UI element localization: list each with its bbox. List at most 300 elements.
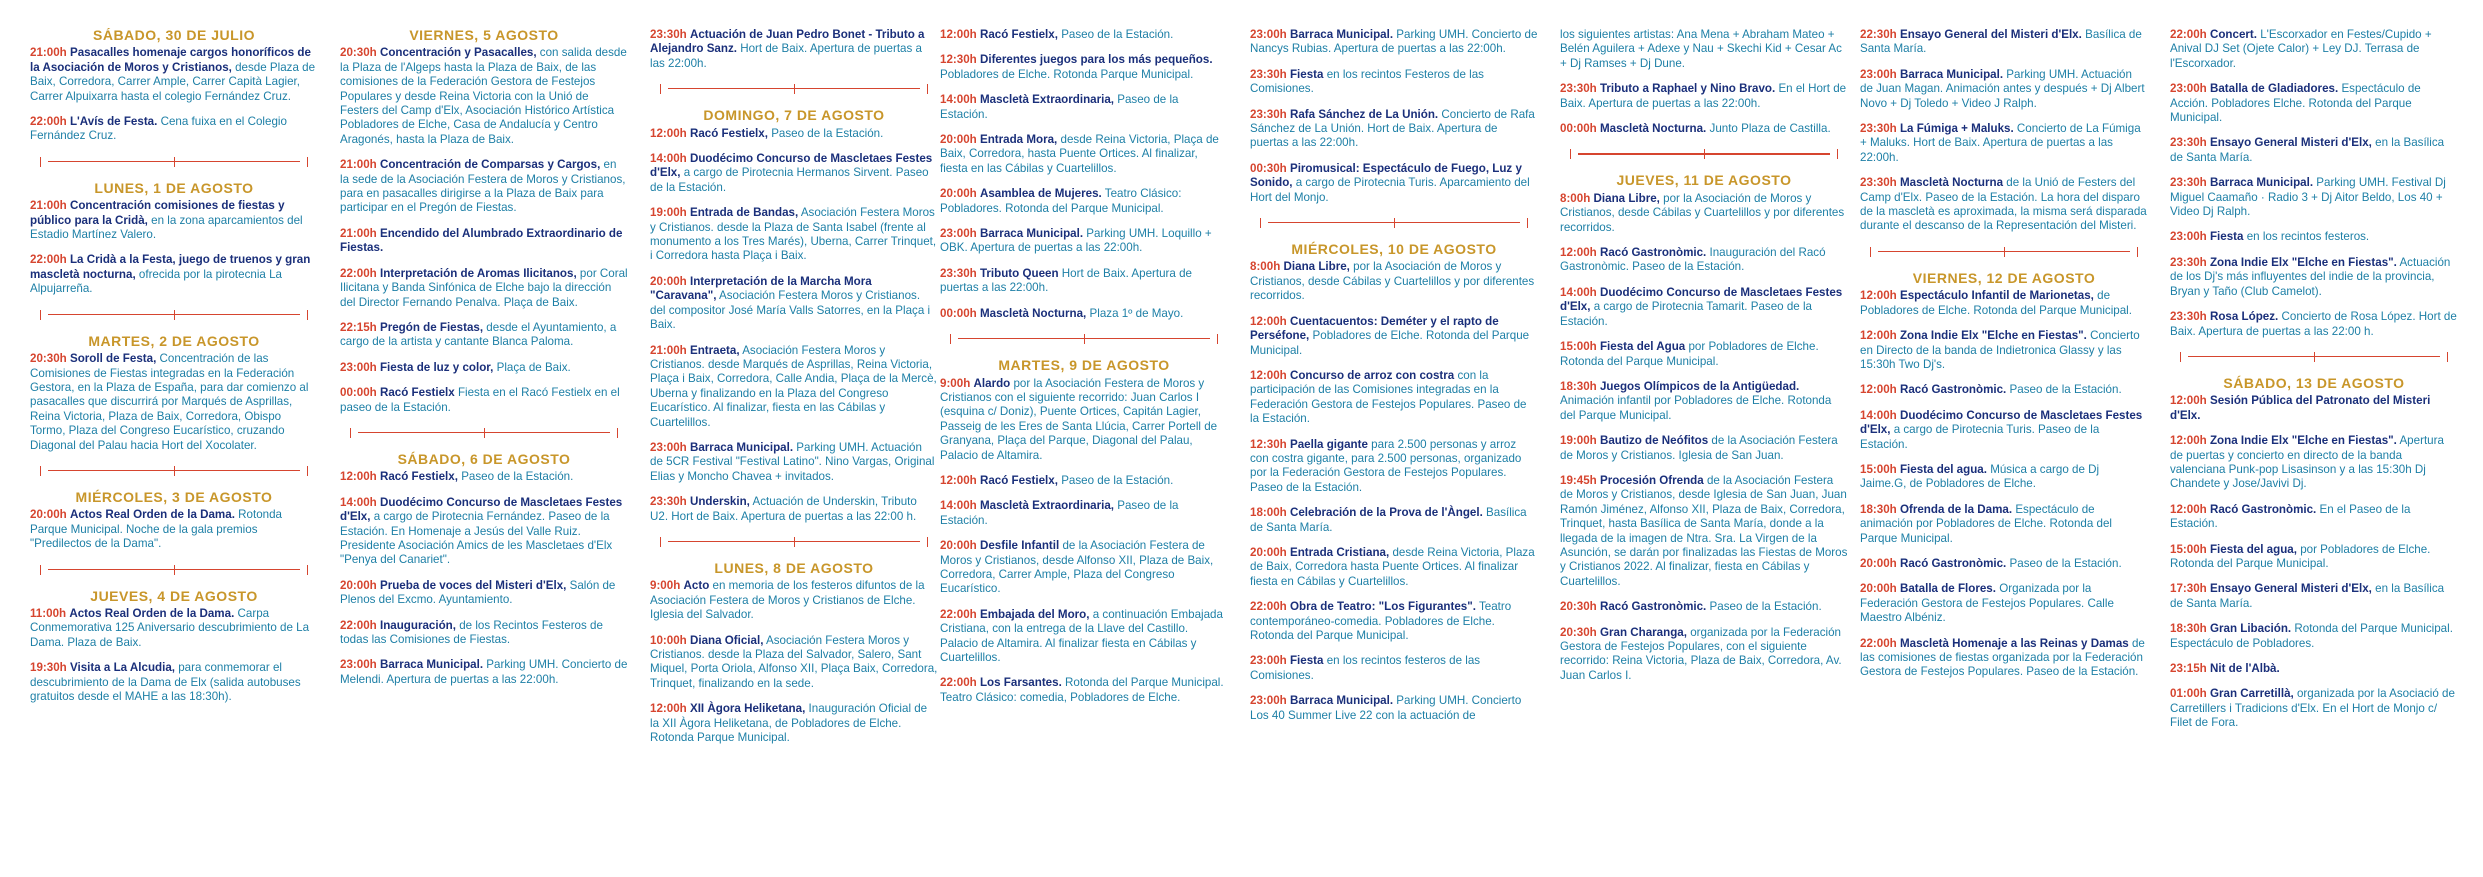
event-item — [340, 227, 628, 256]
event-item — [30, 253, 318, 296]
event-title: Fiesta del agua, — [2209, 542, 2297, 556]
event-description: Paseo de la Estación. — [1709, 600, 1822, 614]
event-item — [1250, 162, 1538, 205]
event-title: Paella gigante — [1289, 437, 1368, 451]
event-description: Paseo de la Estación. — [461, 470, 574, 484]
event-title: Batalla de Gladiadores. — [2209, 82, 2339, 96]
day-heading: MIÉRCOLES, 10 DE AGOSTO — [1291, 241, 1497, 258]
event-title: Ensayo General Misteri d'Elx, — [2209, 582, 2372, 596]
event-time: 22:00h — [940, 607, 977, 621]
event-item — [2170, 687, 2458, 730]
event-description: Asociación Festera Moros y Cristianos. desde Marqués de Asprillas, Reina Victoria, Plaça i Baix, Corredora, Calle Andia, Plaça de la Mercè, Uberna y finalizando en la Plaza del Congreso Eucarístico. Al finalizar, fiesta en las Cábilas y Cuartelillos. — [650, 343, 937, 429]
event-time: 12:00h — [1560, 246, 1597, 260]
event-description: Paseo de la Estación. — [940, 93, 1179, 121]
event-item — [30, 508, 318, 551]
event-title: Gran Charanga, — [1599, 625, 1687, 639]
event-item — [940, 499, 1228, 528]
event-time: 22:00h — [340, 266, 377, 280]
event-item — [1560, 28, 1848, 71]
event-title: Asamblea de Mujeres. — [979, 187, 1102, 201]
event-description: Plaça de Baix. — [496, 360, 571, 374]
event-item — [650, 579, 938, 622]
event-description: a cargo de Pirotecnia Tamarit. Paseo de la Estación. — [1560, 300, 1812, 328]
event-description: Hort de Baix. Apertura de puertas a las 22:00h. — [650, 42, 922, 70]
event-description: en memoria de los festeros difuntos de la Asociación Festera de Moros y Cristianos de Elche. Iglesia del Salvador. — [650, 579, 925, 622]
event-title: Barraca Municipal. — [1289, 28, 1394, 41]
event-item — [2170, 434, 2458, 492]
event-title: Racó Festielx, — [379, 470, 458, 484]
event-description: Actuación de los Dj's más influyentes del indie de la provincia, Bryan y Taño (Club Camelot). — [2170, 255, 2451, 298]
day-heading: MARTES, 9 DE AGOSTO — [998, 357, 1170, 374]
event-time: 14:00h — [340, 495, 377, 509]
event-item — [340, 619, 628, 648]
event-title: Nit de l'Albà. — [2209, 662, 2280, 675]
event-description: Parking UMH. Actuación de 5CR Festival "Festival Latino". Nino Vargas, Original Elias y Moncho Chavea + invitados. — [650, 440, 935, 483]
event-time: 19:45h — [1560, 473, 1597, 487]
event-time: 20:30h — [30, 352, 67, 366]
event-description: Salón de Plenos del Excmo. Ayuntamiento. — [340, 578, 616, 607]
event-time: 21:00h — [30, 199, 67, 213]
event-description: de la Asociación Festera de Moros y Cristianos. Iglesia de San Juan. — [1560, 434, 1838, 462]
event-time: 10:00h — [650, 633, 687, 647]
event-title: Diana Libre, — [1283, 260, 1350, 274]
program-column — [2170, 28, 2458, 868]
event-time: 20:00h — [30, 508, 67, 522]
event-time: 8:00h — [1250, 260, 1281, 274]
event-description: Teatro Clásico: Pobladores. Rotonda del Parque Municipal. — [940, 187, 1182, 215]
event-description: para conmemorar el descubrimiento de la Dama de Elx (salida autobuses gratuitos desde el MAHE a las 18:30h). — [30, 661, 301, 703]
event-time: 12:00h — [1860, 329, 1897, 343]
event-description: de los Recintos Festeros de todas las Comisiones de Fiestas. — [340, 618, 603, 646]
event-description: ofrecida por la pirotecnia La Alpujarreña. — [30, 267, 282, 296]
section-divider — [40, 308, 308, 322]
event-time: 20:00h — [940, 187, 977, 201]
event-item — [650, 634, 938, 692]
event-item — [940, 539, 1228, 597]
event-time: 22:00h — [2170, 28, 2207, 41]
festival-program — [30, 28, 2470, 868]
event-title: Racó Gastronòmic. — [1599, 600, 1707, 614]
event-item — [30, 352, 318, 453]
event-time: 20:30h — [340, 46, 377, 60]
event-title: Entrada de Bandas, — [689, 206, 799, 220]
day-heading: SÁBADO, 6 DE AGOSTO — [397, 450, 571, 467]
event-time: 23:30h — [650, 28, 687, 41]
event-description: Espectáculo de Acción. Pobladores Elche. Rotonda del Parque Municipal. — [2170, 82, 2421, 125]
event-description: de la Asociación Festera de Moros y Cristianos, desde Iglesia de San Juan, Juan Ramón Jiménez, Alfonso XII, Plaza de Baix, Corredora, Trinquet, hasta Basílica de Santa María, donde a la llegada de la imagen de Ntra. Sra. La Virgen de la Asunción, se darán por finalizadas las Fiestas de Moros y Cristianos 2022. Al finalizar, fiesta en Cábilas y Cuartelillos. — [1560, 473, 1848, 588]
day-heading: JUEVES, 11 DE AGOSTO — [1616, 172, 1792, 189]
day-heading: LUNES, 1 DE AGOSTO — [94, 179, 254, 196]
event-title: Gran Libación. — [2209, 622, 2292, 636]
event-title: Visita a La Alcudia, — [69, 661, 175, 675]
event-description: por Coral Ilicitana y Banda Sinfónica de Elche bajo la dirección del Director Fernando Penalva. Plaça de Baix. — [340, 266, 628, 309]
event-title: Procesión Ofrenda — [1599, 473, 1704, 487]
event-description: Teatro contemporáneo-comedia. Pobladores de Elche. Rotonda del Parque Municipal. — [1250, 600, 1512, 642]
event-description: Parking UMH. Concierto de Melendi. Apertura de puertas a las 22:00h. — [340, 658, 628, 686]
event-title: Interpretación de la Marcha Mora "Caravana", — [650, 274, 872, 303]
event-time: 12:00h — [2170, 434, 2207, 448]
event-item — [1860, 637, 2148, 680]
event-item — [1250, 506, 1538, 535]
event-title: Fiesta de luz y color, — [379, 360, 494, 374]
event-item — [1560, 474, 1848, 589]
event-item — [1860, 68, 2148, 111]
event-description: a cargo de Pirotecnia Fernández. Paseo de la Estación. En Homenaje a Jesús del Valle Ruiz. Presidente Asociación Amics de les Mascletaes d'Elx "Penya del Canariet". — [340, 510, 613, 567]
event-title: Racó Festielx, — [979, 473, 1058, 487]
event-time: 12:00h — [940, 473, 977, 487]
event-title: Racó Festielx, — [689, 126, 768, 140]
section-divider — [40, 464, 308, 478]
event-time: 22:15h — [340, 320, 377, 334]
event-time: 23:30h — [1250, 67, 1287, 81]
event-title: Barraca Municipal. — [1289, 694, 1394, 708]
event-item — [1860, 383, 2148, 397]
event-title: Mascletà Nocturna, — [979, 306, 1087, 320]
event-time: 11:00h — [30, 606, 67, 620]
event-time: 12:30h — [1250, 437, 1287, 451]
event-item — [1250, 108, 1538, 151]
program-column — [1250, 28, 1538, 868]
event-title: Celebración de la Prova de l'Àngel. — [1289, 506, 1483, 520]
event-item — [2170, 82, 2458, 125]
event-title: Rosa López. — [2209, 310, 2279, 324]
event-description: con la participación de las Comisiones integradas en la Federación Gestora de Festejos Populares. Paseo de la Estación. — [1250, 368, 1527, 426]
event-description: Concentración de las Comisiones de Fiestas integradas en la Federación Gestora, en la Plaza de España, para dar comienzo al pasacalles que discurrirá por Marqués de Asprillas, Reina Victoria, Plaza de Baix, Corredora, Obispo Tormo, Plaza del Congreso Eucarístico, cruzando Diagonal del Palau hacia Hort del Xocolater. — [30, 352, 309, 452]
event-item — [340, 267, 628, 310]
event-item — [30, 115, 318, 144]
event-item — [940, 608, 1228, 666]
event-time: 15:00h — [1860, 462, 1897, 476]
event-time: 22:30h — [1860, 28, 1897, 41]
event-description: Inauguración del Racó Gastronòmic. Paseo de la Estación. — [1560, 246, 1826, 274]
event-time: 19:00h — [650, 206, 687, 220]
day-heading: MARTES, 2 DE AGOSTO — [88, 332, 260, 349]
event-description: Plaza 1º de Mayo. — [1089, 306, 1184, 320]
event-description: Paseo de la Estación. — [2009, 556, 2122, 570]
event-title: Embajada del Moro, — [979, 607, 1090, 621]
event-description: Asociación Festera Moros y Cristianos. desde la Plaza del Salvador, Salero, Sant Miquel, Porta Oriola, Alfonso XII, Plaça Baix, Corredora, Trinquet, finalizando en la sede. — [650, 633, 938, 690]
event-description: por la Asociación de Moros y Cristianos, desde Cábilas y Cuartelillos y por diferentes recorridos. — [1560, 191, 1845, 234]
event-item — [1560, 246, 1848, 275]
event-item — [2170, 582, 2458, 611]
event-time: 01:00h — [2170, 687, 2207, 701]
event-time: 23:30h — [940, 266, 977, 280]
event-item — [940, 267, 1228, 296]
day-heading: SÁBADO, 30 DE JULIO — [93, 28, 255, 43]
event-time: 18:30h — [2170, 622, 2207, 636]
event-title: Ofrenda de la Dama. — [1899, 502, 2013, 516]
event-title: Racó Gastronòmic. — [2209, 502, 2317, 516]
event-description: Rotonda del Parque Municipal. Espectáculo de Pobladores. — [2170, 622, 2453, 650]
event-item — [2170, 176, 2458, 219]
event-title: Piromusical: Espectáculo de Fuego, Luz y Sonido, — [1250, 161, 1522, 190]
event-description: por Pobladores de Elche. Rotonda del Parque Municipal. — [1560, 340, 1819, 368]
event-description: por Pobladores de Elche. Rotonda del Parque Municipal. — [2170, 542, 2431, 570]
event-item — [1860, 409, 2148, 452]
event-title: Ensayo General del Misteri d'Elx. — [1899, 28, 2082, 41]
event-time: 14:00h — [650, 152, 687, 166]
event-item — [650, 127, 938, 141]
event-title: Encendido del Alumbrado Extraordinario de Fiestas. — [340, 226, 623, 255]
section-divider — [2180, 350, 2448, 364]
event-item — [1250, 315, 1538, 358]
event-description: a cargo de Pirotecnia Turis. Paseo de la Estación. — [1860, 423, 2100, 451]
event-time: 12:00h — [1860, 289, 1897, 303]
event-description: Paseo de la Estación. — [771, 126, 884, 140]
event-title: Diana Oficial, — [689, 633, 764, 647]
event-description: Animación infantil por Pobladores de Elche. Rotonda del Parque Municipal. — [1560, 394, 1832, 422]
event-time: 23:00h — [940, 227, 977, 241]
event-time: 12:00h — [340, 470, 377, 484]
event-time: 17:30h — [2170, 582, 2207, 596]
event-item — [1250, 654, 1538, 683]
event-time: 23:30h — [2170, 255, 2207, 269]
event-description: de la Unió de Festers del Camp d'Elx. Paseo de la Estación. La hora del disparo de la mascletà es aproximada, la misma será disparada durante el descanso de la Representación del Misteri. — [1860, 176, 2147, 233]
event-description: organizada por la Asociació de Carretillers i Tradicions d'Elx. En el Hort de Monjo c/ Filet de Fora. — [2170, 687, 2455, 730]
event-item — [940, 28, 1228, 42]
event-item — [2170, 28, 2458, 71]
event-description: Música a cargo de Dj Jaime.G, de Pobladores de Elche. — [1860, 462, 2100, 491]
event-title: Inauguración, — [379, 618, 456, 632]
event-title: Actos Real Orden de la Dama. — [69, 606, 235, 620]
event-description: a cargo de Pirotecnia Turis. Aparcamiento del Hort del Monjo. — [1250, 176, 1530, 204]
event-time: 22:00h — [940, 676, 977, 690]
event-title: Alardo — [973, 376, 1011, 390]
event-description: en los recintos Festeros de las Comisiones. — [1250, 67, 1484, 96]
event-item — [2170, 543, 2458, 572]
event-time: 14:00h — [940, 93, 977, 107]
event-description: Espectáculo de animación por Pobladores de Elche. Rotonda del Parque Municipal. — [1860, 502, 2113, 545]
event-time: 21:00h — [340, 158, 377, 172]
program-column — [340, 28, 628, 868]
event-item — [1860, 557, 2148, 571]
event-item — [340, 496, 628, 568]
event-title: Racó Festielx — [379, 386, 455, 400]
event-item — [650, 344, 938, 430]
event-time: 20:30h — [1560, 625, 1597, 639]
event-description: Paseo de la Estación. — [1061, 473, 1174, 487]
event-time: 18:30h — [1560, 379, 1597, 393]
event-description: Fiesta en el Racó Festielx en el paseo de la Estación. — [340, 386, 620, 414]
event-title: Barraca Municipal. — [379, 658, 484, 672]
event-item — [2170, 136, 2458, 165]
event-title: Zona Indie Elx "Elche en Fiestas". — [2209, 434, 2397, 448]
event-time: 23:00h — [1250, 28, 1287, 41]
event-item — [1250, 546, 1538, 589]
event-title: Concentración de Comparsas y Cargos, — [379, 158, 601, 172]
day-heading: LUNES, 8 DE AGOSTO — [714, 559, 874, 576]
event-time: 23:00h — [340, 658, 377, 672]
event-item — [1560, 600, 1848, 614]
event-time: 23:00h — [1250, 654, 1287, 668]
event-item — [1560, 434, 1848, 463]
event-time: 14:00h — [1560, 285, 1597, 299]
program-column — [650, 28, 938, 868]
event-title: Fiesta del Agua — [1599, 340, 1686, 354]
event-title: Fiesta — [2209, 230, 2244, 244]
event-time: 12:00h — [650, 126, 687, 140]
event-time: 23:30h — [1560, 82, 1597, 96]
event-description: En el Paseo de la Estación. — [2170, 502, 2411, 531]
event-title: Desfile Infantil — [979, 539, 1060, 553]
event-title: Cuentacuentos: Deméter y el rapto de Perséfone, — [1250, 314, 1499, 343]
event-time: 00:00h — [1560, 122, 1597, 136]
event-title: Concentración comisiones de fiestas y público para la Cridà, — [30, 199, 285, 227]
event-description: Parking UMH. Concierto Los 40 Summer Live 22 con la actuación de — [1250, 694, 1522, 722]
event-title: Rafa Sánchez de La Unión. — [1289, 107, 1439, 121]
event-title: Bautizo de Neófitos — [1599, 434, 1709, 448]
event-description: Pobladores de Elche. Rotonda Parque Municipal. — [940, 67, 1194, 81]
event-description: Hort de Baix. Apertura de puertas a las 22:00h. — [940, 266, 1192, 295]
event-description: Junto Plaza de Castilla. — [1709, 122, 1831, 136]
event-time: 8:00h — [1560, 191, 1591, 205]
event-description: en la zona aparcamientos del Estadio Martínez Valero. — [30, 213, 303, 242]
event-description: Basílica de Santa María. — [1250, 506, 1527, 534]
event-item — [30, 46, 318, 104]
event-item — [1860, 122, 2148, 165]
event-time: 23:30h — [1860, 122, 1897, 136]
event-title: Mascletà Extraordinaria, — [979, 499, 1114, 513]
event-time: 18:30h — [1860, 502, 1897, 516]
event-item — [1250, 600, 1538, 643]
event-description: en la Basílica de Santa María. — [2170, 136, 2445, 164]
event-time: 20:00h — [940, 133, 977, 147]
event-title: Zona Indie Elx "Elche en Fiestas". — [2209, 255, 2397, 269]
event-time: 00:00h — [940, 306, 977, 320]
event-description: Basílica de Santa María. — [1860, 28, 2142, 56]
event-description: por la Asociación de Moros y Cristianos, desde Cábilas y Cuartelillos y por diferentes recorridos. — [1250, 260, 1535, 303]
event-description: Apertura de puertas y concierto en directo de la banda valenciana Punk-pop Lisasinson y a las 15:30h Dj Chandete y Jose/Javivi Dj. — [2170, 434, 2444, 491]
event-item — [340, 470, 628, 484]
event-time: 20:00h — [1860, 556, 1897, 570]
event-description: de las comisiones de fiestas organizada por la Federación Gestora de Festejos Populares. Paseo de la Estación. — [1860, 636, 2145, 679]
event-item — [940, 307, 1228, 321]
event-title: Tributo Queen — [979, 266, 1059, 280]
event-time: 15:00h — [1560, 340, 1597, 354]
event-item — [1250, 369, 1538, 427]
event-time: 23:30h — [2170, 136, 2207, 150]
event-title: Ensayo General Misteri d'Elx, — [2209, 136, 2372, 150]
event-title: Batalla de Flores. — [1899, 582, 1996, 596]
event-time: 23:30h — [1250, 107, 1287, 121]
event-item — [940, 474, 1228, 488]
program-column — [30, 28, 318, 868]
event-time: 20:00h — [650, 274, 687, 288]
event-item — [340, 321, 628, 350]
event-title: Barraca Municipal. — [979, 227, 1084, 241]
day-heading: MIÉRCOLES, 3 DE AGOSTO — [75, 488, 273, 505]
program-column — [1860, 28, 2148, 868]
event-item — [340, 658, 628, 687]
event-title: Espectáculo Infantil de Marionetas, — [1899, 289, 2094, 303]
event-time: 22:00h — [30, 115, 67, 129]
event-description: Carpa Conmemorativa 125 Aniversario descubrimiento de La Dama. Plaza de Baix. — [30, 606, 310, 649]
section-divider — [1870, 245, 2138, 259]
event-title: Gran Carretillà, — [2209, 687, 2294, 701]
event-time: 21:00h — [650, 343, 687, 357]
event-time: 23:30h — [2170, 176, 2207, 190]
event-title: Duodécimo Concurso de Mascletaes Festes d'Elx, — [340, 495, 623, 524]
event-time: 12:00h — [2170, 502, 2207, 516]
event-description: por la Asociación Festera de Moros y Cristianos con el siguiente recorrido: Juan Carlos I (esquina c/ Doniz), Puente Ortices, Capitán Lagier, Passeig de les Eres de Santa Llúcia, Carrer Portell de Granyana, Plaça del Parque, Diagonal del Palau, Palacio de Altamira. — [940, 376, 1218, 462]
event-title: Obra de Teatro: "Los Figurantes". — [1289, 600, 1476, 614]
event-item — [1560, 82, 1848, 111]
event-item — [1560, 122, 1848, 136]
event-item — [1560, 626, 1848, 684]
event-description: en la Basílica de Santa María. — [2170, 582, 2445, 610]
event-item — [1860, 582, 2148, 625]
event-title: Barraca Municipal. — [1899, 67, 2004, 81]
event-description: Organizada por la Federación Gestora de Festejos Populares. Calle Maestro Albéniz. — [1860, 582, 2114, 625]
event-title: Racó Gastronòmic. — [1899, 556, 2007, 570]
event-item — [340, 386, 628, 415]
event-item — [940, 133, 1228, 176]
event-title: Racó Gastronòmic. — [1599, 246, 1707, 260]
event-time: 23:15h — [2170, 662, 2207, 675]
event-title: XII Àgora Heliketana, — [689, 702, 806, 716]
event-item — [650, 495, 938, 524]
section-divider — [660, 82, 928, 96]
event-title: Diana Libre, — [1593, 191, 1660, 205]
event-title: Prueba de voces del Misteri d'Elx, — [379, 578, 567, 592]
event-item — [1560, 192, 1848, 235]
event-description: Actuación de Underskin, Tributo U2. Hort de Baix. Apertura de puertas a las 22:00 h. — [650, 495, 917, 523]
event-item — [30, 607, 318, 650]
event-item — [1250, 438, 1538, 496]
event-description: de la Asociación Festera de Moros y Cristianos, desde Alfonso XII, Plaza de Baix, Corredora, Carrer Ample, Plaza del Congreso Eucarístico. — [940, 539, 1214, 596]
program-column — [940, 28, 1228, 868]
event-item — [1250, 68, 1538, 97]
day-heading: DOMINGO, 7 DE AGOSTO — [703, 107, 885, 124]
event-title: Actos Real Orden de la Dama. — [69, 508, 235, 522]
event-item — [1860, 289, 2148, 318]
event-time: 19:30h — [30, 661, 67, 675]
event-description: desde Reina Victoria, Plaza de Baix, Corredora hasta Puente Ortices. Al finalizar fiesta en Cábilas y Cuartelillos. — [1250, 545, 1535, 588]
event-title: Entrada Mora, — [979, 133, 1058, 147]
event-item — [2170, 503, 2458, 532]
event-item — [340, 579, 628, 608]
event-title: Fiesta — [1289, 67, 1324, 81]
event-time: 20:00h — [940, 539, 977, 553]
event-time: 22:00h — [30, 253, 67, 267]
event-description: Asociación Festera Moros y Cristianos. del compositor José María Valls Satorres, en la Plaça i Baix. — [650, 289, 931, 332]
event-title: Barraca Municipal. — [2209, 176, 2314, 190]
event-time: 19:00h — [1560, 434, 1597, 448]
event-description: Rotonda Parque Municipal. Noche de la gala premios "Predilectos de la Dama". — [30, 508, 282, 551]
event-time: 12:00h — [1250, 314, 1287, 328]
event-title: Tributo a Raphael y Nino Bravo. — [1599, 82, 1776, 96]
event-time: 23:00h — [650, 440, 687, 454]
event-time: 9:00h — [940, 376, 971, 390]
event-description: Concierto de Rafa Sánchez de La Unión. Hort de Baix. Apertura de puertas a las 22:00h. — [1250, 107, 1535, 150]
section-divider — [660, 535, 928, 549]
event-time: 22:00h — [1860, 636, 1897, 650]
event-description: Parking UMH. Loquillo + OBK. Apertura de puertas a las 22:00h. — [940, 227, 1212, 255]
event-description: organizada por la Federación Gestora de Festejos Populares, con el siguiente recorrido: Reina Victoria, Plaza de Baix, Corredora, Av. Juan Carlos I. — [1560, 625, 1842, 682]
event-time: 20:00h — [340, 578, 377, 592]
event-title: Duodécimo Concurso de Mascletaes Festes d'Elx, — [650, 152, 933, 180]
event-title: Mascletà Nocturna. — [1599, 122, 1707, 136]
event-description: L'Escorxador en Festes/Cupido + Anival DJ Set (Ojete Calor) + Ley DJ. Terrasa de l'Escorxador. — [2170, 28, 2432, 70]
section-divider — [350, 426, 618, 440]
event-time: 23:00h — [2170, 230, 2207, 244]
event-title: Mascletà Homenaje a las Reinas y Damas — [1899, 636, 2129, 650]
event-title: Zona Indie Elx "Elche en Fiestas". — [1899, 329, 2087, 343]
event-title: Underskin, — [689, 495, 750, 509]
event-item — [1860, 463, 2148, 492]
event-time: 21:00h — [30, 46, 67, 60]
event-item — [940, 676, 1228, 705]
